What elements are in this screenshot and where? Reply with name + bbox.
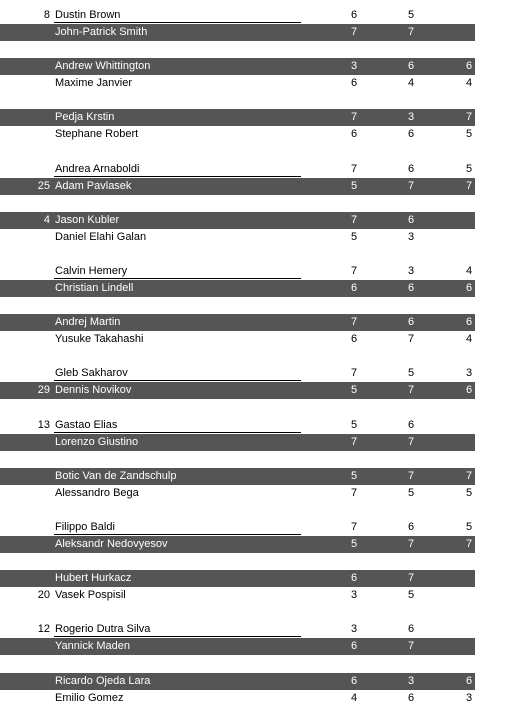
- set-score-2: 6: [407, 128, 415, 140]
- player-name: Adam Pavlasek: [55, 180, 132, 192]
- set-score-3: [463, 621, 475, 638]
- player-seed: [0, 314, 50, 331]
- set-score-1: 6: [350, 333, 358, 345]
- player-seed: [0, 638, 50, 655]
- player-name: Calvin Hemery: [55, 265, 128, 277]
- set-score-3: 4: [465, 265, 473, 277]
- player-seed: 13: [37, 419, 50, 431]
- player-row: [0, 109, 531, 126]
- set-score-3: [463, 417, 475, 434]
- set-score-3: 4: [465, 333, 473, 345]
- set-score-2: 3: [407, 231, 415, 243]
- set-score-2: 6: [407, 214, 415, 226]
- player-seed: [0, 58, 50, 75]
- player-name: Aleksandr Nedovyesov: [55, 538, 168, 550]
- set-score-3: 3: [465, 367, 473, 379]
- set-score-3: 5: [465, 521, 473, 533]
- player-seed: [0, 365, 50, 382]
- set-score-1: 5: [350, 180, 358, 192]
- set-score-2: 7: [407, 640, 415, 652]
- player-row: [0, 621, 531, 638]
- player-name: Yusuke Takahashi: [55, 333, 144, 345]
- player-seed: 20: [37, 589, 50, 601]
- player-name: Maxime Janvier: [55, 77, 133, 89]
- player-seed: 4: [43, 214, 50, 226]
- set-score-3: 5: [465, 128, 473, 140]
- player-row: [0, 263, 531, 280]
- set-score-1: 6: [350, 572, 358, 584]
- set-score-1: 7: [350, 163, 358, 175]
- player-seed: [0, 690, 50, 707]
- player-row: [0, 178, 531, 195]
- player-seed: [0, 126, 50, 143]
- player-seed: [0, 75, 50, 92]
- set-score-3: 7: [465, 111, 473, 123]
- set-score-3: 3: [465, 692, 473, 704]
- set-score-2: 7: [407, 470, 415, 482]
- set-score-2: 7: [407, 180, 415, 192]
- player-seed: 29: [37, 384, 50, 396]
- player-name: Stephane Robert: [55, 128, 139, 140]
- set-score-2: 7: [407, 572, 415, 584]
- set-score-3: 4: [465, 77, 473, 89]
- player-seed: [0, 229, 50, 246]
- set-score-2: 6: [407, 692, 415, 704]
- set-score-1: 7: [350, 316, 358, 328]
- set-score-3: 5: [465, 163, 473, 175]
- player-name: Daniel Elahi Galan: [55, 231, 147, 243]
- set-score-1: 7: [350, 521, 358, 533]
- set-score-1: 5: [350, 231, 358, 243]
- set-score-1: 5: [350, 419, 358, 431]
- set-score-1: 7: [350, 487, 358, 499]
- set-score-1: 7: [350, 265, 358, 277]
- player-name: Alessandro Bega: [55, 487, 139, 499]
- set-score-1: 7: [350, 111, 358, 123]
- player-row: [0, 161, 531, 178]
- player-row: [0, 58, 531, 75]
- set-score-2: 5: [407, 9, 415, 21]
- player-seed: 25: [37, 180, 50, 192]
- player-seed: 8: [43, 9, 50, 21]
- player-seed: [0, 673, 50, 690]
- set-score-3: 6: [465, 282, 473, 294]
- player-seed: [0, 280, 50, 297]
- player-seed: 12: [37, 623, 50, 635]
- player-seed: [0, 109, 50, 126]
- set-score-3: 5: [465, 487, 473, 499]
- set-score-2: 3: [407, 265, 415, 277]
- set-score-2: 6: [407, 282, 415, 294]
- player-row: [0, 365, 531, 382]
- set-score-3: 6: [465, 384, 473, 396]
- player-name: Pedja Krstin: [55, 111, 115, 123]
- set-score-3: [463, 587, 475, 604]
- set-score-1: 6: [350, 128, 358, 140]
- set-score-1: 6: [350, 282, 358, 294]
- player-name: Andrea Arnaboldi: [55, 163, 140, 175]
- player-row: [0, 382, 531, 399]
- player-row: [0, 690, 531, 707]
- set-score-1: 7: [350, 367, 358, 379]
- player-row: [0, 331, 531, 348]
- player-name: Jason Kubler: [55, 214, 120, 226]
- player-row: [0, 638, 531, 655]
- set-score-2: 6: [407, 316, 415, 328]
- set-score-2: 5: [407, 589, 415, 601]
- set-score-2: 3: [407, 111, 415, 123]
- player-row: [0, 314, 531, 331]
- player-name: Botic Van de Zandschulp: [55, 470, 177, 482]
- set-score-2: 7: [407, 384, 415, 396]
- set-score-3: [463, 212, 475, 229]
- player-name: Andrew Whittington: [55, 60, 151, 72]
- player-row: [0, 126, 531, 143]
- set-score-2: 6: [407, 419, 415, 431]
- set-score-1: 7: [350, 214, 358, 226]
- set-score-2: 6: [407, 623, 415, 635]
- set-score-2: 5: [407, 367, 415, 379]
- set-score-1: 3: [350, 60, 358, 72]
- set-score-3: 7: [465, 180, 473, 192]
- set-score-1: 6: [350, 640, 358, 652]
- player-name: Hubert Hurkacz: [55, 572, 132, 584]
- player-seed: [0, 536, 50, 553]
- player-name: Christian Lindell: [55, 282, 134, 294]
- player-seed: [0, 263, 50, 280]
- player-row: [0, 280, 531, 297]
- player-name: Dustin Brown: [55, 9, 121, 21]
- set-score-3: 6: [465, 60, 473, 72]
- set-score-3: 7: [465, 470, 473, 482]
- set-score-3: 6: [465, 316, 473, 328]
- player-row: [0, 212, 531, 229]
- set-score-3: [463, 638, 475, 655]
- player-name: Emilio Gomez: [55, 692, 124, 704]
- set-score-3: [463, 229, 475, 246]
- player-row: [0, 673, 531, 690]
- player-row: [0, 75, 531, 92]
- set-score-3: [463, 7, 475, 24]
- set-score-1: 5: [350, 384, 358, 396]
- player-name: Lorenzo Giustino: [55, 436, 139, 448]
- player-seed: [0, 161, 50, 178]
- player-row: [0, 7, 531, 24]
- set-score-2: 7: [407, 436, 415, 448]
- player-row: [0, 468, 531, 485]
- set-score-2: 6: [407, 60, 415, 72]
- player-name: John-Patrick Smith: [55, 26, 148, 38]
- player-seed: [0, 434, 50, 451]
- set-score-2: 3: [407, 675, 415, 687]
- player-name: Yannick Maden: [55, 640, 131, 652]
- set-score-1: 5: [350, 538, 358, 550]
- player-seed: [0, 519, 50, 536]
- set-score-1: 3: [350, 589, 358, 601]
- player-name: Vasek Pospisil: [55, 589, 126, 601]
- set-score-1: 7: [350, 436, 358, 448]
- set-score-1: 6: [350, 9, 358, 21]
- set-score-1: 5: [350, 470, 358, 482]
- set-score-3: 6: [465, 675, 473, 687]
- set-score-3: 7: [465, 538, 473, 550]
- player-name: Dennis Novikov: [55, 384, 132, 396]
- player-name: Gleb Sakharov: [55, 367, 128, 379]
- set-score-2: 6: [407, 521, 415, 533]
- player-row: [0, 229, 531, 246]
- set-score-1: 7: [350, 26, 358, 38]
- player-row: [0, 24, 531, 41]
- set-score-1: 4: [350, 692, 358, 704]
- player-seed: [0, 570, 50, 587]
- set-score-3: [463, 434, 475, 451]
- player-seed: [0, 485, 50, 502]
- player-row: [0, 570, 531, 587]
- set-score-2: 7: [407, 333, 415, 345]
- player-row: [0, 417, 531, 434]
- player-seed: [0, 331, 50, 348]
- player-row: [0, 434, 531, 451]
- set-score-2: 5: [407, 487, 415, 499]
- player-name: Filippo Baldi: [55, 521, 115, 533]
- set-score-3: [463, 24, 475, 41]
- player-name: Gastao Elias: [55, 419, 118, 431]
- player-row: [0, 536, 531, 553]
- player-seed: [0, 468, 50, 485]
- player-name: Ricardo Ojeda Lara: [55, 675, 151, 687]
- player-row: [0, 519, 531, 536]
- set-score-2: 7: [407, 538, 415, 550]
- player-row: [0, 587, 531, 604]
- player-name: Andrej Martin: [55, 316, 121, 328]
- player-seed: [0, 24, 50, 41]
- set-score-2: 4: [407, 77, 415, 89]
- set-score-1: 6: [350, 675, 358, 687]
- player-name: Rogerio Dutra Silva: [55, 623, 151, 635]
- set-score-2: 7: [407, 26, 415, 38]
- set-score-1: 3: [350, 623, 358, 635]
- set-score-3: [463, 570, 475, 587]
- set-score-2: 6: [407, 163, 415, 175]
- player-row: [0, 485, 531, 502]
- set-score-1: 6: [350, 77, 358, 89]
